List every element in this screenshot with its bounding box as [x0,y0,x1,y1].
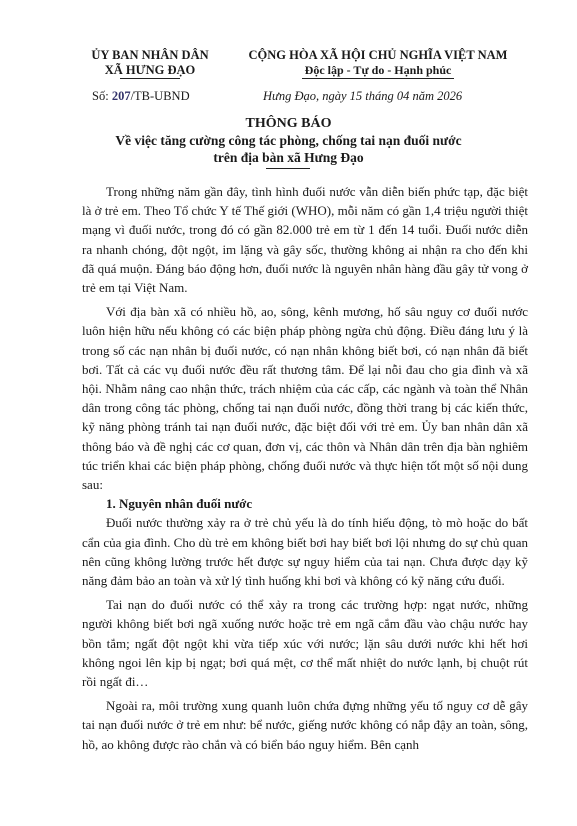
document-subject-line2: trên địa bàn xã Hưng Đạo [213,150,364,165]
paragraph-causes-2: Tai nạn do đuối nước có thể xảy ra trong các trường hợp: ngạt nước, những người không biết bơi ngã xuống nước hoặc trẻ em ngã cắm đầu vào chậu nước hay bồn tắm; ngất đột ngột khi vừa tiếp xúc với nước; lặn sâu dưới nước khi hết hơi không ngoi lên kịp bị ngạt; bơi quá mệt, cơ thể mất nhiệt do nước lạnh, bị chuột rút rồi ngất đi… [82,597,528,690]
number-prefix: Số: [92,89,112,103]
national-motto-block [228,48,528,78]
motto-underline [302,78,454,79]
document-date: Hưng Đạo, ngày 15 tháng 04 năm 2026 [263,89,463,103]
document-title: THÔNG BÁO [245,116,332,131]
issuer-block [75,48,225,78]
paragraph-causes-3: Ngoài ra, môi trường xung quanh luôn chứa đựng những yếu tố nguy cơ dễ gây tai nạn đuối nước ở trẻ em như: bể nước, giếng nước không có nắp đậy an toàn, sông, hồ, ao không được rào chắn và có biển báo nguy hiểm. Bên cạnh [82,698,528,752]
document-subject-line1: Về việc tăng cường công tác phòng, chống tai nạn đuối nước [115,133,462,148]
paragraph-causes-1: Đuối nước thường xảy ra ở trẻ chủ yếu là do tính hiếu động, tò mò hoặc do bất cẩn của gia đình. Cho dù trẻ em không biết bơi hay biết bơi lội nhưng do sự chủ quan nên cũng không lường trước hết được sự nguy hiểm của tai nạn. Chưa được dạy kỹ năng đảm bảo an toàn và xử lý tình huống khi bơi và không có kỹ năng cứu đuối. [82,515,528,589]
document-body [82,182,528,754]
section-heading-causes: 1. Nguyên nhân đuối nước [106,496,253,512]
subject-underline [266,168,310,169]
document-number [92,89,190,104]
paragraph-context: Với địa bàn xã có nhiều hồ, ao, sông, kênh mương, hố sâu nguy cơ đuối nước luôn hiện hữu nếu không có các biện pháp phòng ngừa chủ động. Điều đáng lưu ý là trong số các nạn nhân bị đuối nước, có nạn nhân không biết bơi, có nạn nhân đã biết bơi. Tất cả các vụ đuối nước đều rất thương tâm. Để lại nỗi đau cho gia đình và xã hội. Nhằm nâng cao nhận thức, trách nhiệm của các cấp, các ngành và toàn thể Nhân dân trong công tác phòng, chống tai nạn đuối nước, đồng thời trang bị các kiến thức, kỹ năng phòng tránh tai nạn đuối nước, đặc biệt đối với trẻ em. Ủy ban nhân dân xã thông báo và đề nghị các cơ quan, đơn vị, các thôn và Nhân dân trên địa bàn nghiêm túc triển khai các biện pháp phòng, chống đuối nước và thực hiện tốt một số nội dung sau: [82,304,528,493]
paragraph-intro: Trong những năm gần đây, tình hình đuối nước vẫn diễn biến phức tạp, đặc biệt là ở trẻ em. Theo Tổ chức Y tế Thế giới (WHO), mỗi năm có gần 1,4 triệu người thiệt mạng vì đuối nước, trong đó có gần 82.000 trẻ em từ 1 đến 14 tuổi. Đuối nước diễn ra nhanh chóng, đột ngột, im lặng và gây sốc, thường không ai nhận ra cho đến khi đã quá muộn. Đáng báo động hơn, đuối nước là nguyên nhân hàng đầu gây tử vong ở trẻ em tại Việt Nam. [82,184,528,296]
issuer-name: ỦY BAN NHÂN DÂN [91,48,209,62]
motto: Độc lập - Tự do - Hạnh phúc [304,63,452,77]
number-suffix: /TB-UBND [130,89,190,103]
country-name: CỘNG HÒA XÃ HỘI CHỦ NGHĨA VIỆT NAM [248,48,508,62]
issuer-commune: XÃ HƯNG ĐẠO [104,63,196,77]
issuer-underline [120,78,180,79]
number-value: 207 [111,89,131,103]
